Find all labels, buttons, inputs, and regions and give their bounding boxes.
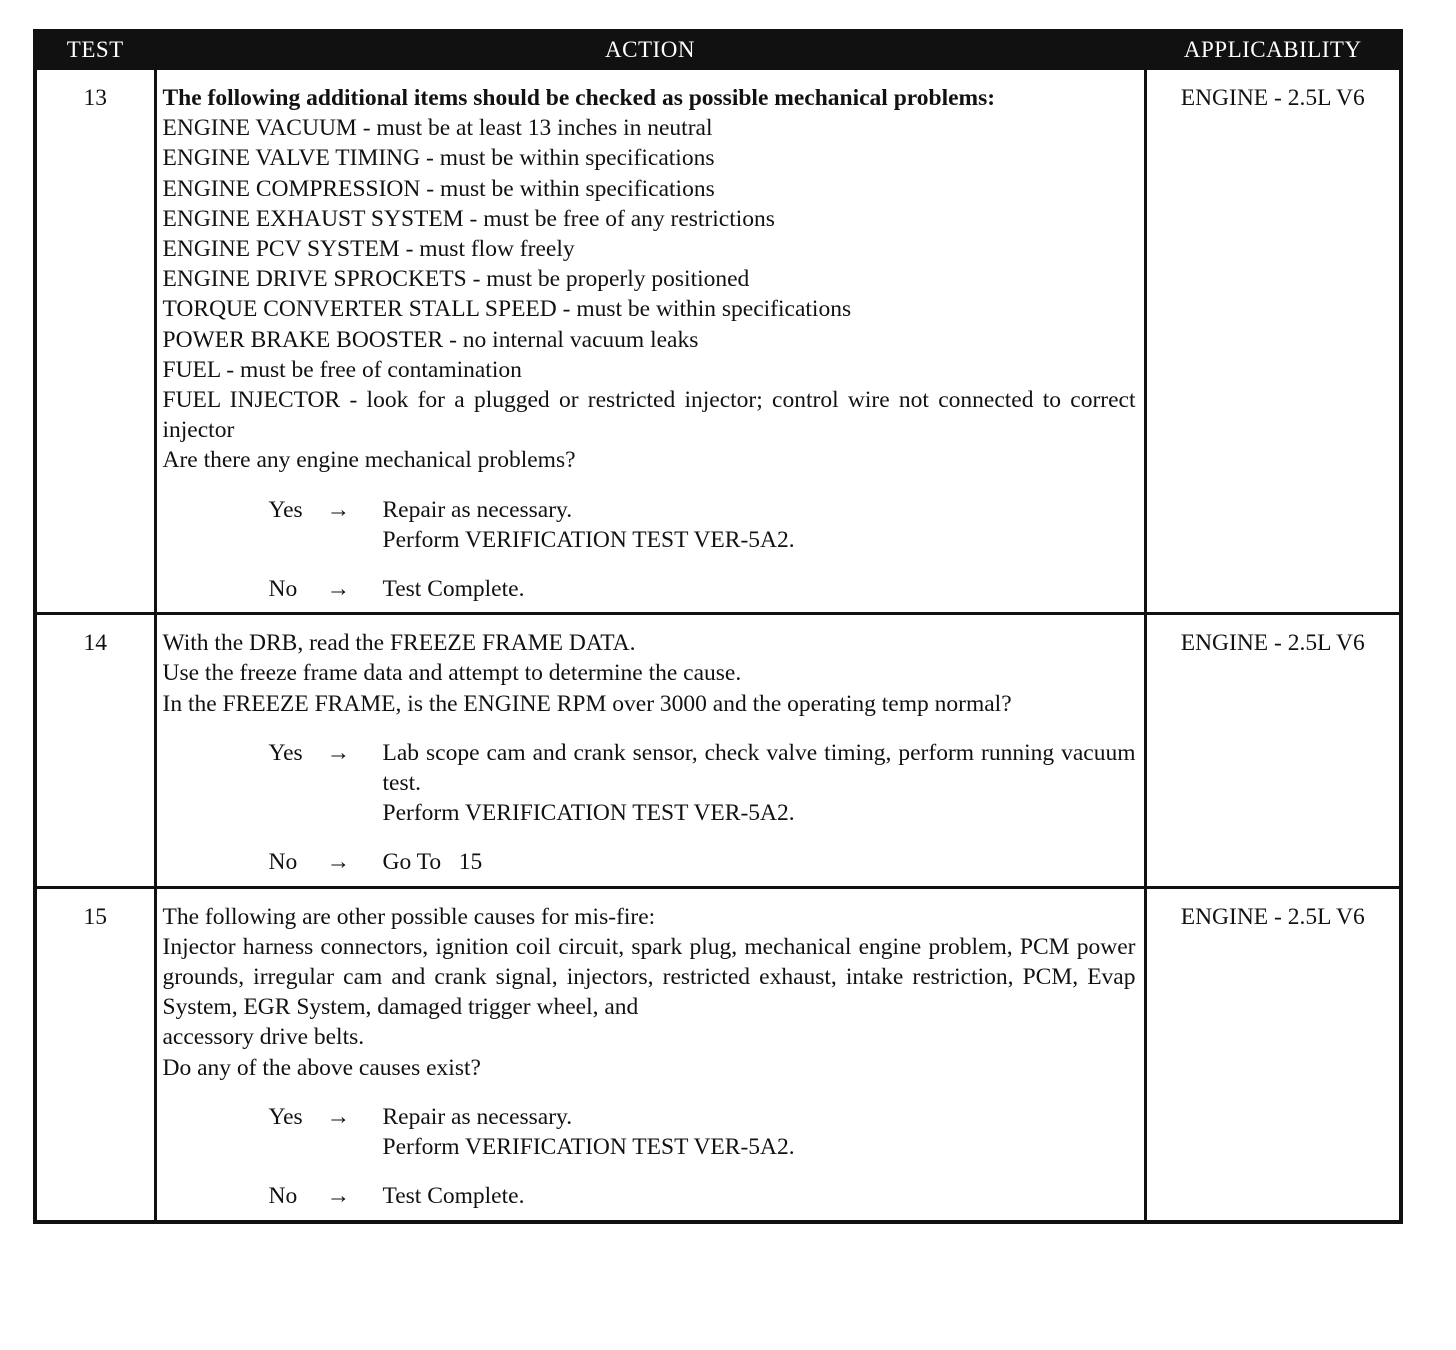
header-applicability: APPLICABILITY bbox=[1145, 31, 1401, 69]
yes-result bbox=[383, 738, 1136, 829]
action-line: With the DRB, read the FREEZE FRAME DATA. bbox=[162, 630, 636, 657]
yes-outcome bbox=[163, 738, 1136, 829]
action-line: TORQUE CONVERTER STALL SPEED - must be within specifications bbox=[162, 296, 852, 323]
action-heading: The following additional items should be checked as possible mechanical problems: bbox=[162, 85, 996, 111]
right-arrow-icon: → bbox=[326, 739, 350, 766]
action-line: ENGINE COMPRESSION - must be within specifications bbox=[162, 175, 715, 202]
test-number: 15 bbox=[35, 887, 155, 1221]
no-result bbox=[383, 574, 1136, 604]
result-line: Repair as necessary. bbox=[382, 1103, 573, 1130]
no-label: No bbox=[268, 1183, 298, 1210]
applicability-cell: ENGINE - 2.5L V6 bbox=[1145, 614, 1401, 887]
action-question: In the FREEZE FRAME, is the ENGINE RPM over 3000 and the operating temp normal? bbox=[162, 690, 1012, 717]
result-line: Repair as necessary. bbox=[382, 496, 573, 523]
result-line: Lab scope cam and crank sensor, check valve timing, perform running vacuum test. bbox=[382, 739, 1136, 797]
no-label: No bbox=[268, 576, 298, 603]
result-line: Perform VERIFICATION TEST VER-5A2. bbox=[382, 526, 795, 553]
test-number: 13 bbox=[35, 69, 155, 614]
action-line: FUEL - must be free of contamination bbox=[162, 356, 522, 383]
action-cell bbox=[155, 69, 1145, 614]
action-line: ENGINE PCV SYSTEM - must flow freely bbox=[162, 236, 575, 263]
yes-result bbox=[383, 1102, 1136, 1162]
test-number: 14 bbox=[35, 614, 155, 887]
no-result bbox=[383, 847, 1136, 877]
action-line: Use the freeze frame data and attempt to determine the cause. bbox=[162, 660, 742, 687]
action-line: ENGINE VALVE TIMING - must be within specifications bbox=[162, 145, 715, 172]
no-outcome bbox=[163, 1181, 1136, 1211]
action-cell bbox=[155, 887, 1145, 1221]
right-arrow-icon: → bbox=[326, 576, 350, 603]
applicability-cell: ENGINE - 2.5L V6 bbox=[1145, 887, 1401, 1221]
applicability-cell: ENGINE - 2.5L V6 bbox=[1145, 69, 1401, 614]
yes-label: Yes bbox=[268, 1103, 303, 1130]
right-arrow-icon: → bbox=[326, 496, 350, 523]
result-line: Perform VERIFICATION TEST VER-5A2. bbox=[382, 800, 795, 827]
action-question: Do any of the above causes exist? bbox=[162, 1054, 481, 1081]
header-action: ACTION bbox=[155, 31, 1145, 69]
right-arrow-icon: → bbox=[326, 1183, 350, 1210]
action-line: POWER BRAKE BOOSTER - no internal vacuum leaks bbox=[162, 326, 699, 353]
action-line: ENGINE VACUUM - must be at least 13 inches in neutral bbox=[162, 115, 713, 142]
header-test: TEST bbox=[35, 31, 155, 69]
right-arrow-icon: → bbox=[326, 849, 350, 876]
action-cell bbox=[155, 614, 1145, 887]
right-arrow-icon: → bbox=[326, 1103, 350, 1130]
action-line: The following are other possible causes for mis-fire: bbox=[162, 903, 656, 930]
action-line: FUEL INJECTOR - look for a plugged or restricted injector; control wire not connected to correct injector bbox=[162, 387, 1136, 444]
table-row bbox=[35, 887, 1401, 1221]
action-question: Are there any engine mechanical problems? bbox=[162, 447, 576, 474]
result-line: Go To 15 bbox=[382, 849, 483, 876]
yes-result bbox=[383, 495, 1136, 555]
action-line: ENGINE DRIVE SPROCKETS - must be properly positioned bbox=[162, 266, 750, 293]
yes-outcome bbox=[163, 495, 1136, 555]
table-row bbox=[35, 614, 1401, 887]
yes-outcome bbox=[163, 1102, 1136, 1162]
no-label: No bbox=[268, 849, 298, 876]
result-line: Perform VERIFICATION TEST VER-5A2. bbox=[382, 1134, 795, 1161]
action-line: accessory drive belts. bbox=[162, 1024, 365, 1051]
action-line: ENGINE EXHAUST SYSTEM - must be free of any restrictions bbox=[162, 205, 775, 232]
yes-label: Yes bbox=[268, 739, 303, 766]
yes-label: Yes bbox=[268, 496, 303, 523]
no-outcome bbox=[163, 847, 1136, 877]
no-result bbox=[383, 1181, 1136, 1211]
result-line: Test Complete. bbox=[382, 1183, 525, 1210]
action-line: Injector harness connectors, ignition coil circuit, spark plug, mechanical engine problem, PCM power grounds, irregular cam and crank signal, injectors, restricted exhaust, intake restriction, PCM, Evap System, EGR System, damaged trigger wheel, and bbox=[162, 933, 1136, 1021]
result-line: Test Complete. bbox=[382, 576, 525, 603]
table-header-row bbox=[35, 31, 1401, 69]
table-row bbox=[35, 69, 1401, 614]
diagnostic-test-table bbox=[33, 29, 1403, 1224]
no-outcome bbox=[163, 574, 1136, 604]
